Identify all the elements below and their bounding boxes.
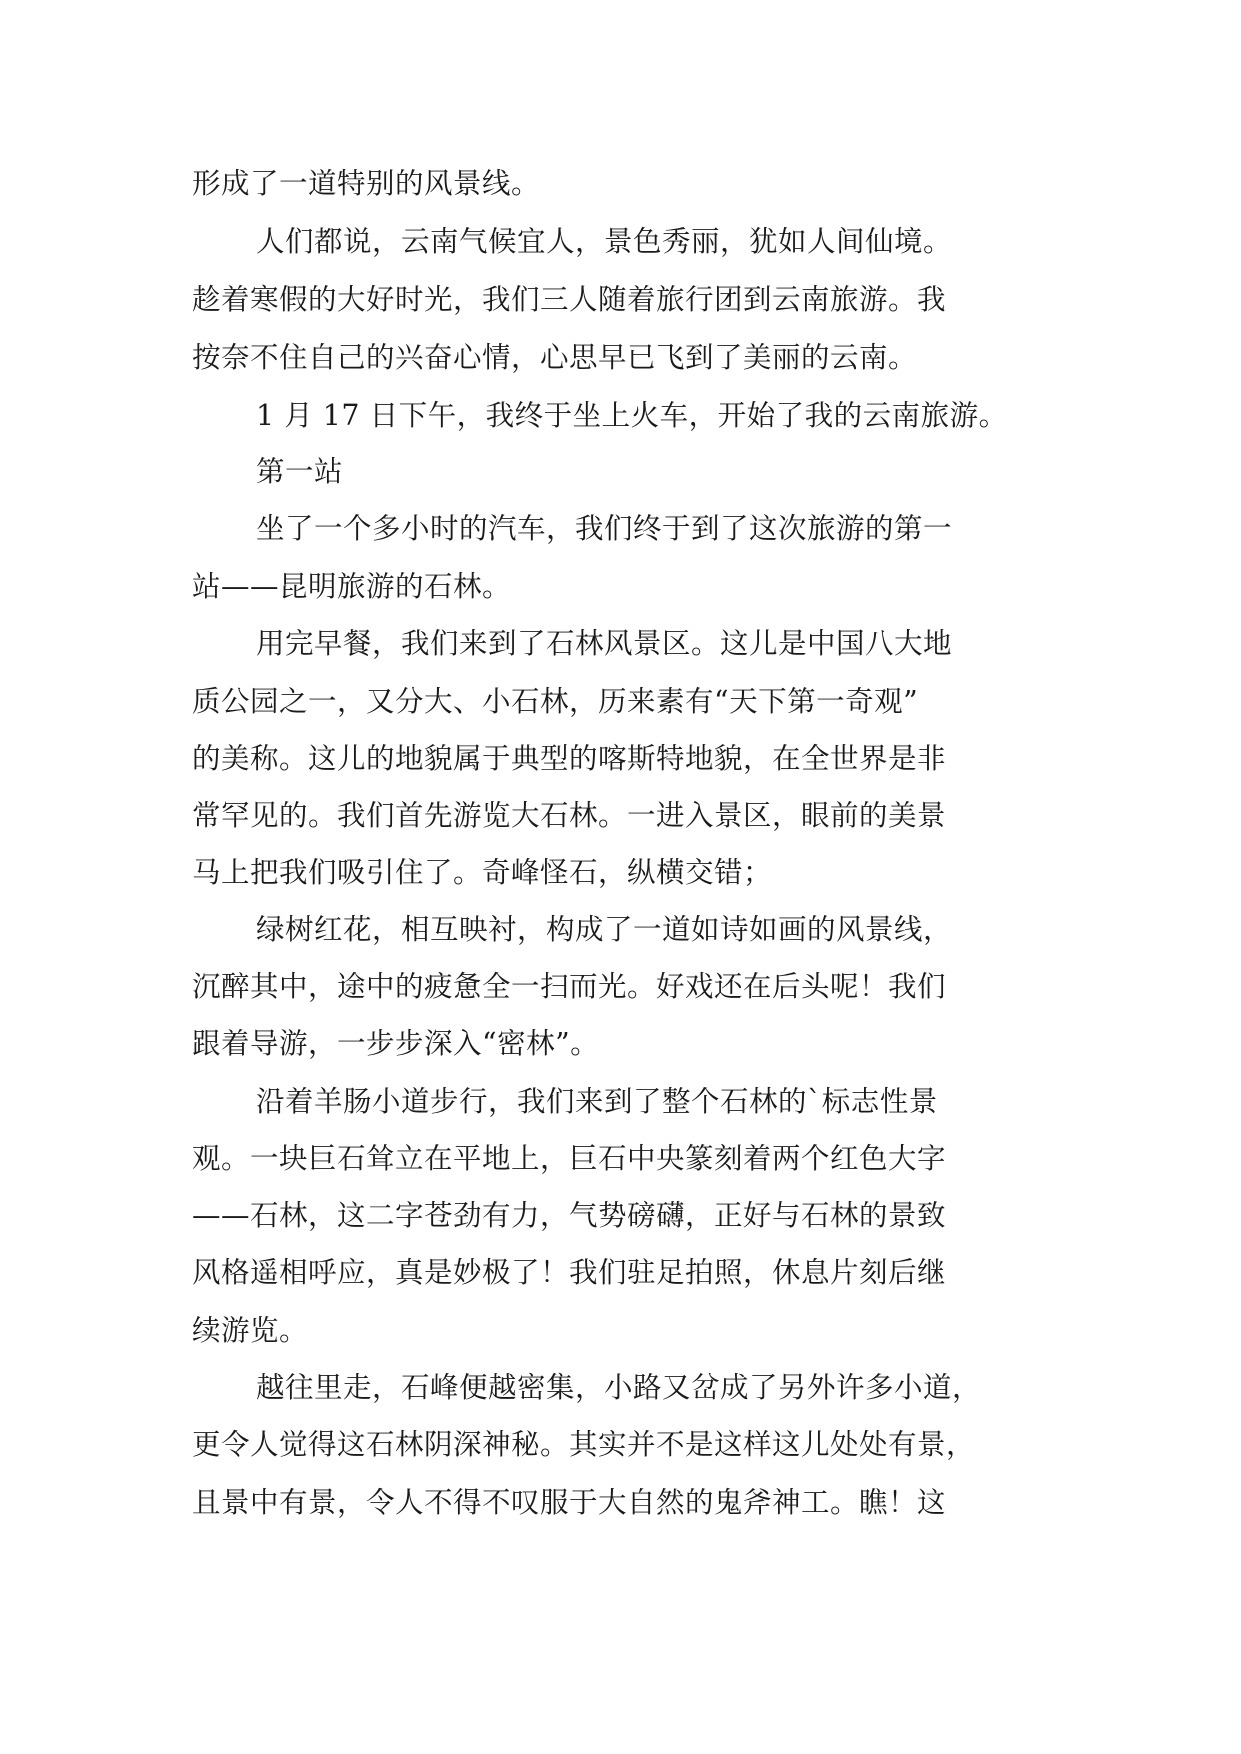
text-line: 1 月 17 日下午，我终于坐上火车，开始了我的云南旅游。: [256, 399, 1008, 432]
text-line: 更令人觉得这石林阴深神秘。其实并不是这样这儿处处有景，: [192, 1428, 976, 1461]
text-line: 马上把我们吸引住了。奇峰怪石，纵横交错；: [192, 856, 773, 889]
text-line: 趁着寒假的大好时光，我们三人随着旅行团到云南旅游。我: [192, 283, 947, 316]
text-line: 坐了一个多小时的汽车，我们终于到了这次旅游的第一: [256, 512, 953, 545]
text-line: 观。一块巨石耸立在平地上，巨石中央篆刻着两个红色大字: [192, 1142, 947, 1175]
text-line: 风格遥相呼应，真是妙极了！我们驻足拍照，休息片刻后继: [192, 1256, 947, 1289]
text-line: 的美称。这儿的地貌属于典型的喀斯特地貌，在全世界是非: [192, 742, 947, 775]
text-line: 跟着导游，一步步深入“密林”。: [192, 1027, 600, 1060]
section-heading: 第一站: [256, 455, 344, 488]
text-line: 质公园之一，又分大、小石林，历来素有“天下第一奇观”: [192, 685, 919, 718]
text-line: 沿着羊肠小道步行，我们来到了整个石林的`标志性景: [256, 1085, 938, 1118]
text-line: 且景中有景，令人不得不叹服于大自然的鬼斧神工。瞧！这: [192, 1486, 947, 1519]
text-line: 沉醉其中，途中的疲惫全一扫而光。好戏还在后头呢！我们: [192, 970, 947, 1003]
text-line: ——石林，这二字苍劲有力，气势磅礴，正好与石林的景致: [192, 1199, 947, 1232]
text-line: 形成了一道特别的风景线。: [192, 167, 541, 200]
text-line: 续游览。: [192, 1314, 309, 1347]
text-line: 越往里走，石峰便越密集，小路又岔成了另外许多小道，: [256, 1371, 982, 1404]
text-line: 用完早餐，我们来到了石林风景区。这儿是中国八大地: [256, 627, 953, 660]
text-line: 人们都说，云南气候宜人，景色秀丽，犹如人间仙境。: [256, 225, 953, 258]
text-line: 绿树红花，相互映衬，构成了一道如诗如画的风景线，: [256, 913, 953, 946]
text-line: 站——昆明旅游的石林。: [192, 570, 512, 603]
text-line: 常罕见的。我们首先游览大石林。一进入景区，眼前的美景: [192, 799, 947, 832]
text-line: 按奈不住自己的兴奋心情，心思早已飞到了美丽的云南。: [192, 341, 918, 374]
